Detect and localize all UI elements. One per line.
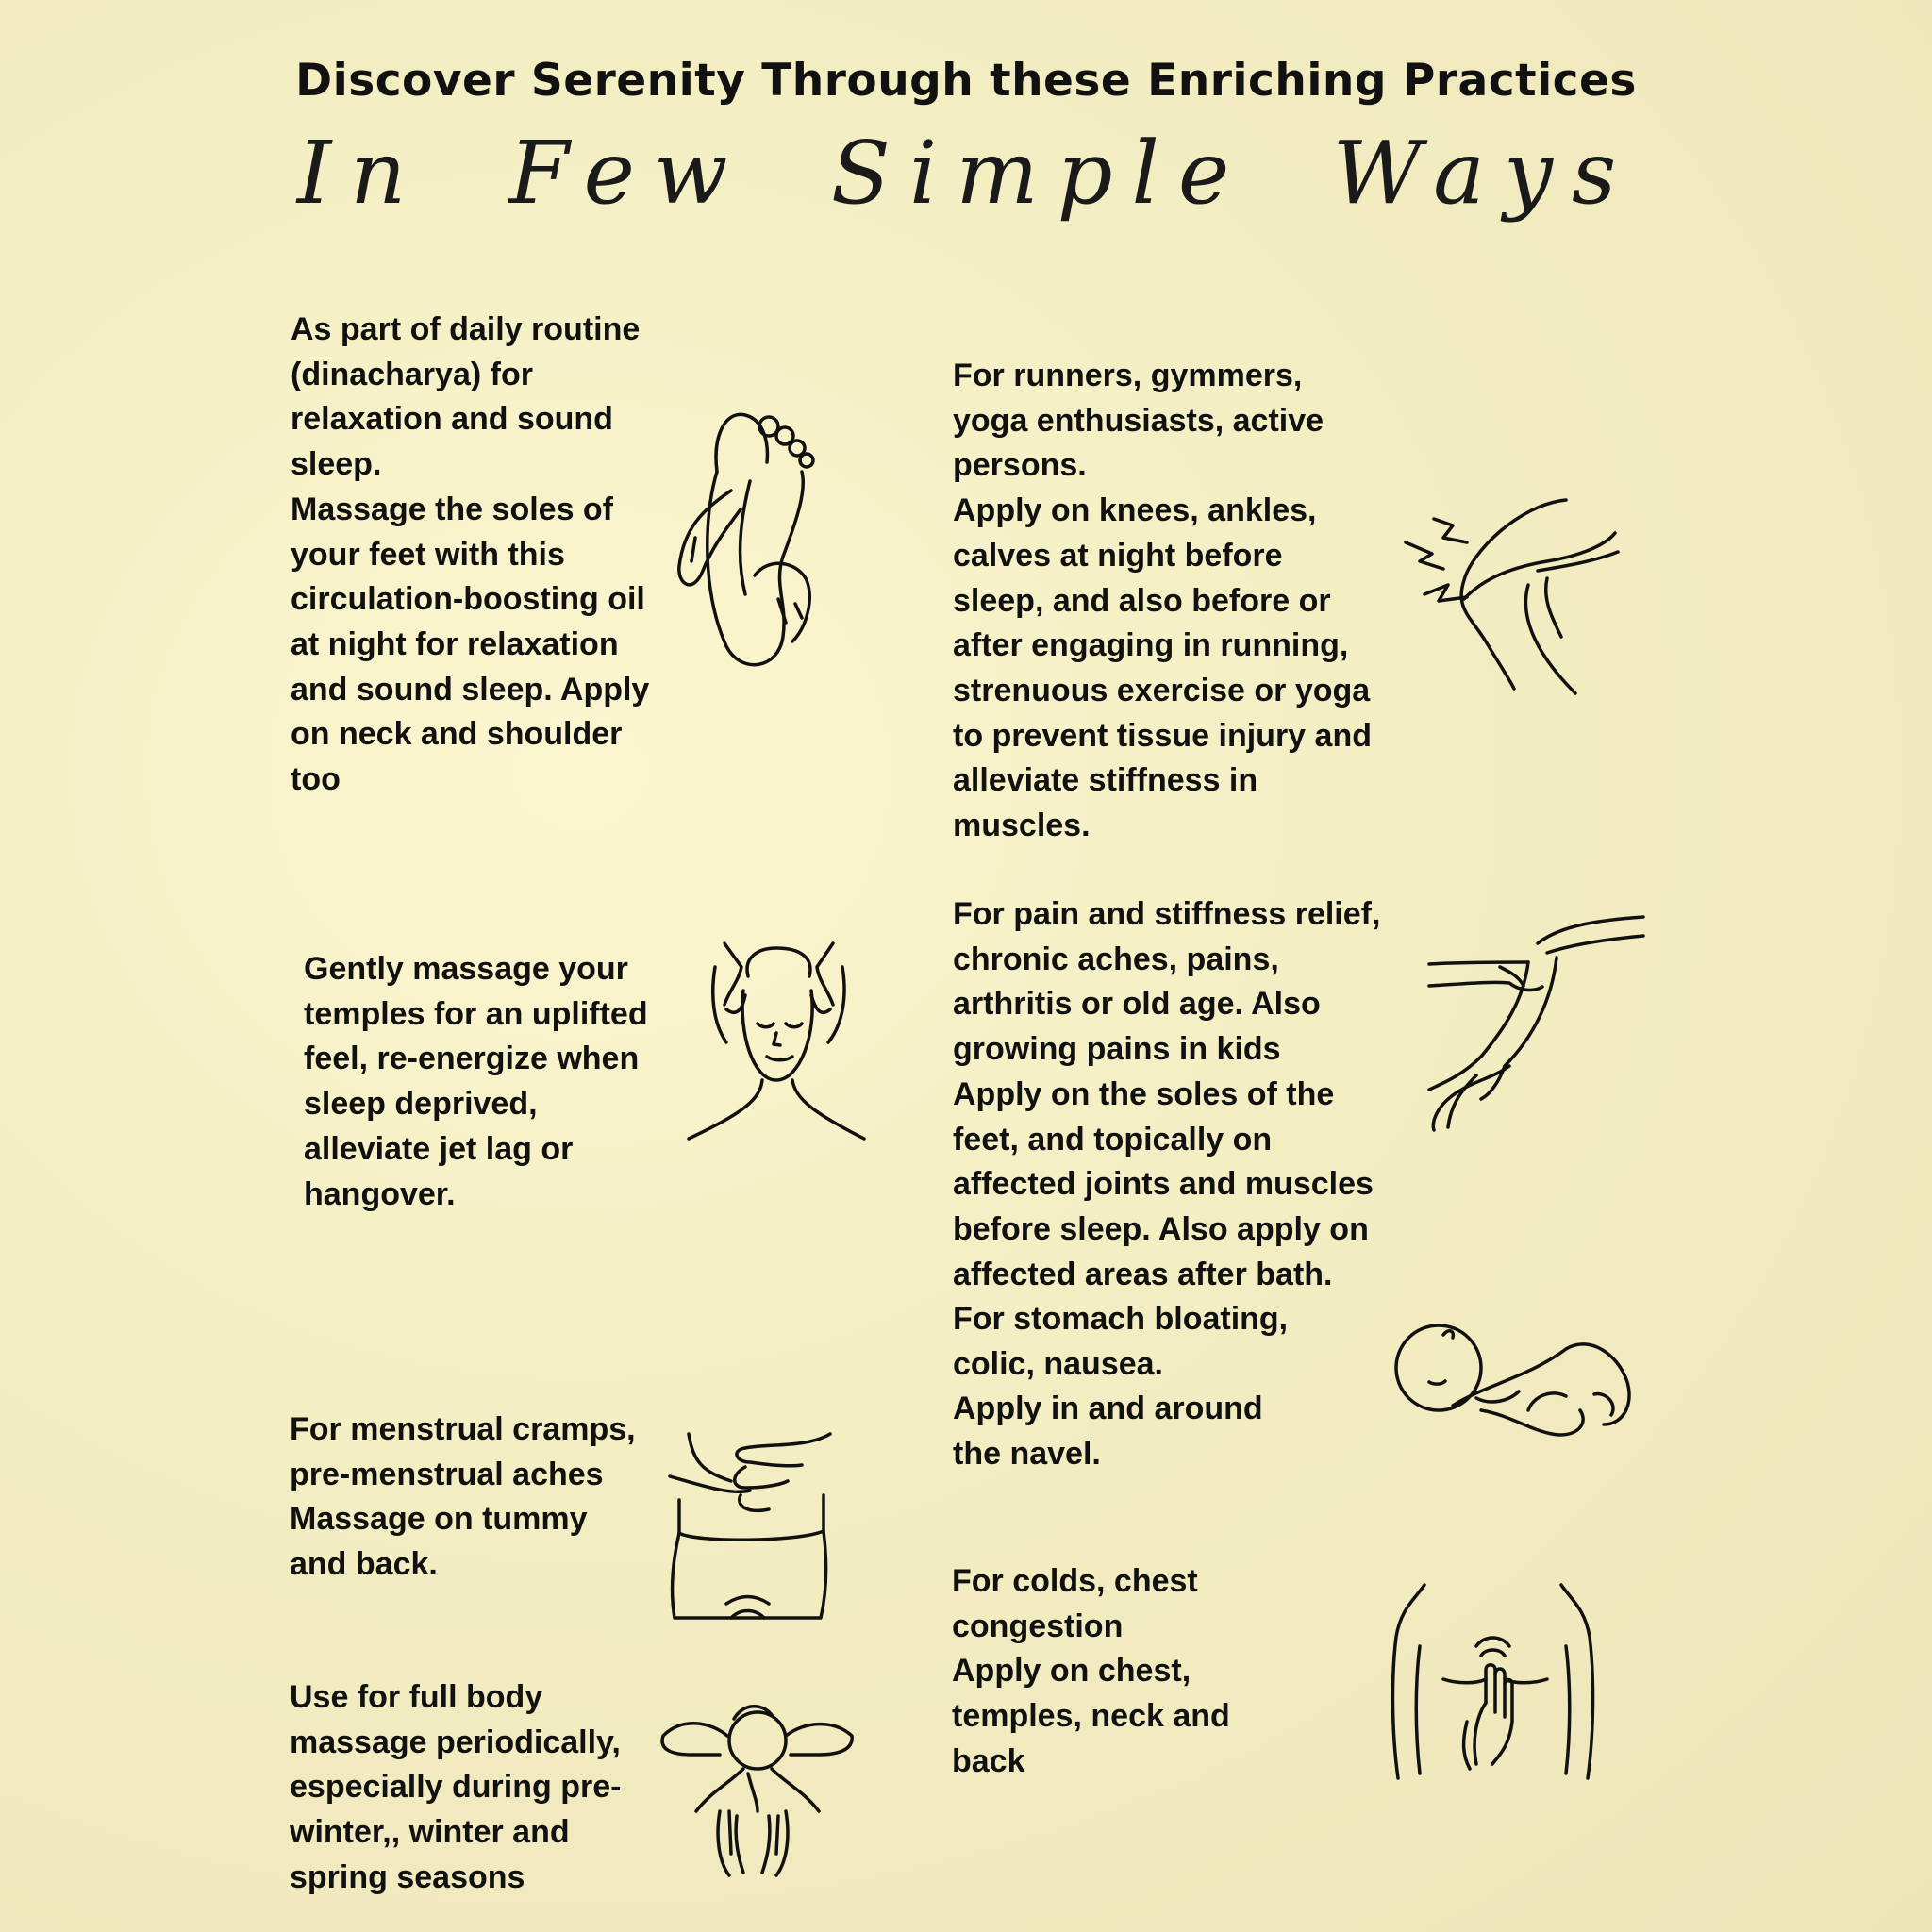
temple-massage-icon [687,939,866,1151]
chest-rub-icon [1387,1580,1599,1783]
back-massage-icon [654,1698,857,1877]
page-subtitle: In Few Simple Ways [296,123,1636,224]
practice-text-pain-relief: For pain and stiffness relief, chronic aches, pains, arthritis or old age. Also growing pains in kids Apply on the soles of the feet, and topically on affected joints and muscles before sleep. Also apply on affected areas after bath. [953,896,1381,1292]
practice-text-full-body: Use for full body massage periodically, especially during pre- winter,, winter and spring seasons [290,1679,622,1895]
practice-text-colds: For colds, chest congestion Apply on chest, temples, neck and back [952,1563,1230,1779]
practice-text-menstrual: For menstrual cramps, pre-menstrual aches Massage on tummy and back. [290,1411,636,1583]
practice-text-feet-daily: As part of daily routine (dinacharya) for relaxation and sound sleep. Massage the soles of your feet with this circulation-boosting oil at night for relaxation and sound sleep. Apply on neck and shoulder too [291,311,650,798]
practice-text-temples: Gently massage your temples for an uplifted feel, re-energize when sleep deprived, alleviate jet lag or hangover. [304,951,648,1212]
knee-pain-icon [1396,495,1623,698]
foot-massage-icon [675,406,835,675]
joint-massage-icon [1424,915,1646,1132]
page-title: Discover Serenity Through these Enriching Practices [295,55,1637,107]
practice-text-active-persons: For runners, gymmers, yoga enthusiasts, active persons. Apply on knees, ankles, calves at night before sleep, and also before or after engaging in running, strenuous exercise or yoga to prevent tissue injury and alleviate stiffness in muscles. [953,358,1372,844]
sleeping-baby-icon [1387,1321,1637,1443]
tummy-massage-icon [665,1429,835,1623]
practice-text-stomach: For stomach bloating, colic, nausea. Apply in and around the navel. [953,1301,1289,1473]
